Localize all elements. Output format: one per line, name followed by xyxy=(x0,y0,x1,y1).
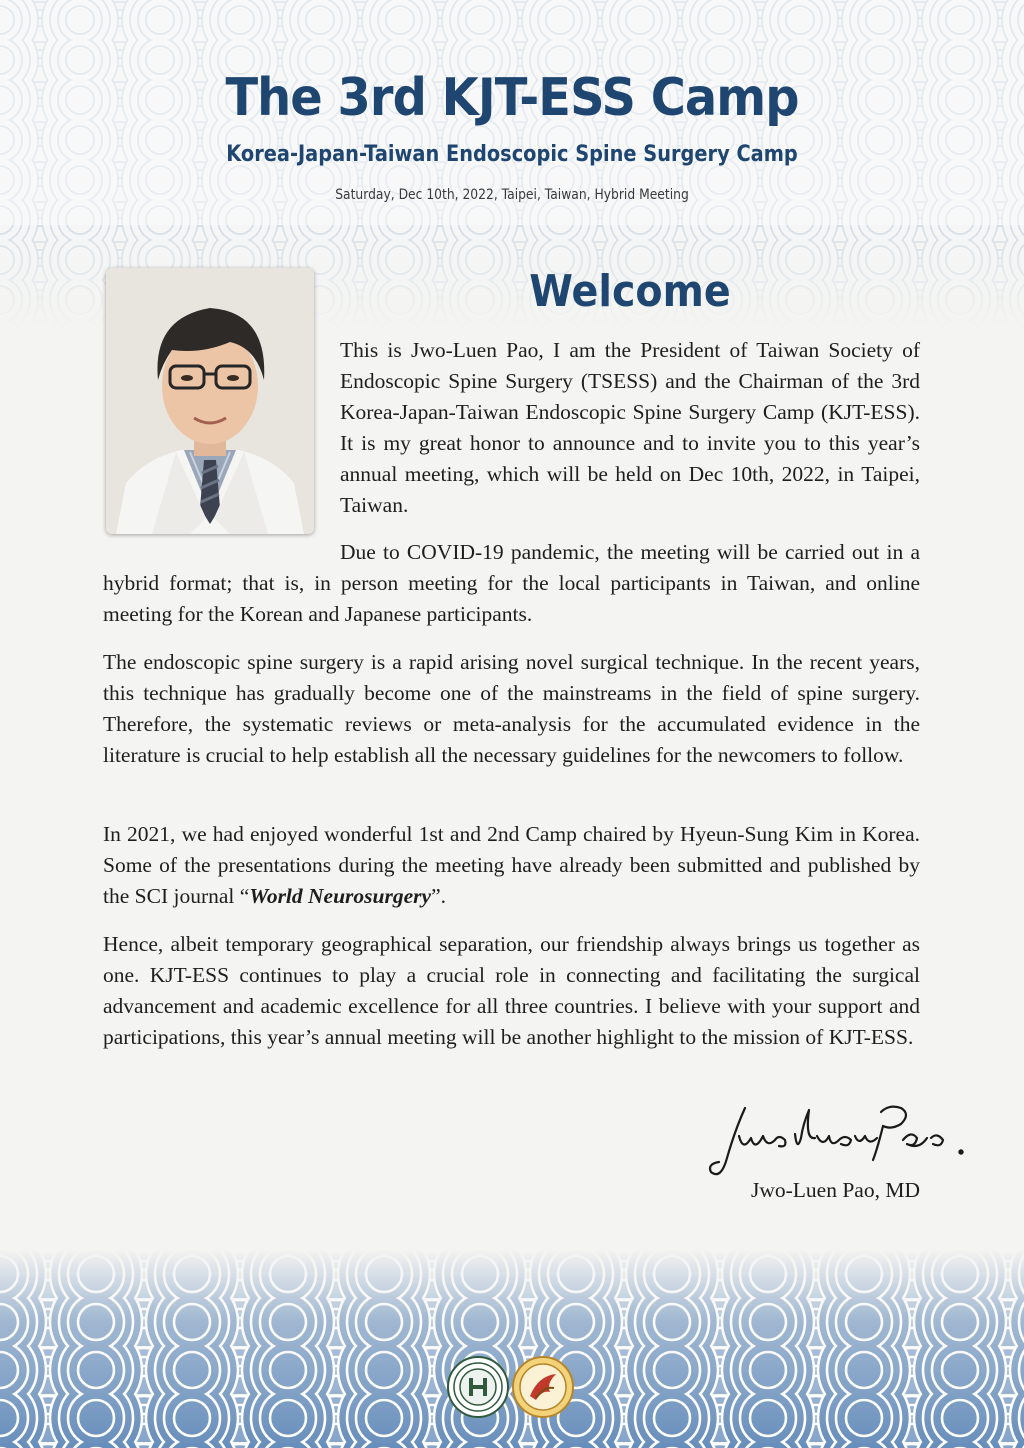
welcome-paragraph-5: Hence, albeit temporary geographical separation, our friendship always brings us together as one. KJT-ESS continues to play a crucial role in connecting and facilitating the surgical advancement and academic excellence for all three countries. I believe with your support and participations, this year’s annual meeting will be another highlight to the mission of KJT-ESS. xyxy=(103,932,920,1049)
event-dateline: Saturday, Dec 10th, 2022, Taipei, Taiwan, Hybrid Meeting xyxy=(335,187,689,203)
handwritten-signature xyxy=(705,1100,975,1190)
welcome-paragraph-2: Due to COVID-19 pandemic, the meeting will be carried out in a hybrid format; that is, in person meeting for the local participants in Taiwan, and online meeting for the Korean and Japanese participants. xyxy=(103,540,920,626)
welcome-paragraph-1: This is Jwo-Luen Pao, I am the President of Taiwan Society of Endoscopic Spine Surgery (TSESS) and the Chairman of the 3rd Korea-Japan-Taiwan Endoscopic Spine Surgery Camp (KJT-ESS). It is my great honor to announce and to invite you to this year’s annual meeting, which will be held on Dec 10th, 2022, in Taipei, Taiwan. xyxy=(340,338,920,517)
taiwan-spine-society-logo xyxy=(512,1356,574,1418)
page-subtitle: Korea-Japan-Taiwan Endoscopic Spine Surgery Camp xyxy=(226,142,798,167)
portrait-photo xyxy=(106,268,314,534)
welcome-paragraph-4 xyxy=(103,819,920,912)
paragraph-4-text: In 2021, we had enjoyed wonderful 1st and 2nd Camp chaired by Hyeun-Sung Kim in Korea. Some of the presentations during the meeting have already been submitted and published by the SCI journal “ xyxy=(103,822,920,908)
page-title: The 3rd KJT-ESS Camp xyxy=(225,68,799,128)
journal-name: World Neurosurgery xyxy=(249,884,432,908)
welcome-heading: Welcome xyxy=(529,266,731,317)
tsess-logo xyxy=(447,1356,509,1418)
wave-pattern-bottom xyxy=(0,1250,1024,1448)
paragraph-4-end: ”. xyxy=(431,884,446,908)
signer-name: Jwo-Luen Pao, MD xyxy=(751,1178,920,1202)
welcome-paragraph-3: The endoscopic spine surgery is a rapid arising novel surgical technique. In the recent years, this technique has gradually become one of the mainstreams in the field of spine surgery. Therefore, the systematic reviews or meta-analysis for the accumulated evidence in the literature is crucial to help establish all the necessary guidelines for the newcomers to follow. xyxy=(103,650,920,767)
